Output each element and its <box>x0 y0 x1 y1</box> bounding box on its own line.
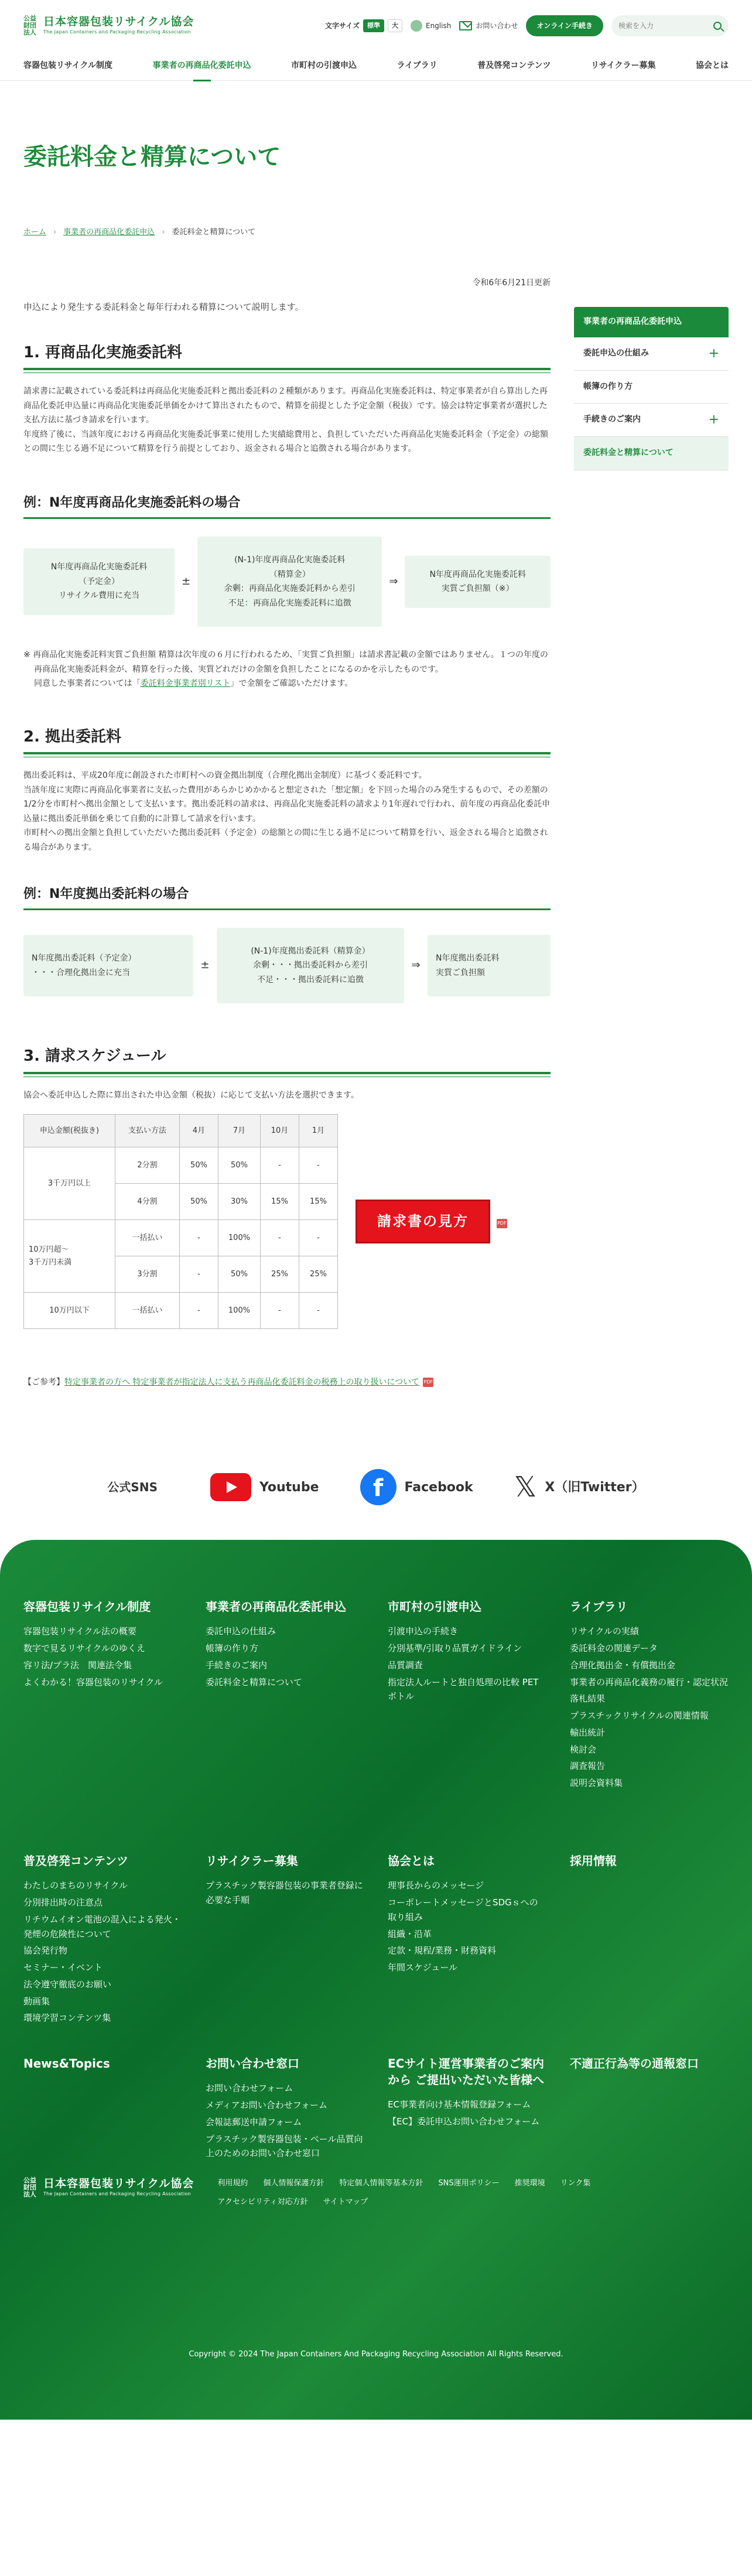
footer-col-title[interactable]: 事業者の再商品化委託申込 <box>206 1600 346 1614</box>
section1-example-heading: 例：N年度再商品化実施委託料の場合 <box>23 494 551 519</box>
footer-bottom <box>23 2177 729 2209</box>
section1-body: 請求書に記載されている委託料は再商品化実施委託料と拠出委託料の２種類があります。再商品化実施委託料は、特定事業者が自ら算出した再商品化委託申込量に再商品化実施委託単価をかけて算出されたもので、精算を前提とした予定金額（税抜）です。協会は特定事業者が選択した支払方法に基づき請求を行います。 年度終了後に、当該年度における再商品化実施委託事業に使用した実績総費用と、負担していただいた再商品化実施委託料金（予定金）の総額との間に生じる過不足について精算を行う前提としており、返金される場合と追徴される場合があります。 <box>23 387 548 454</box>
table-cell: - <box>261 1293 299 1329</box>
footer-link[interactable]: 落札結果 <box>570 1693 606 1704</box>
table-cell: 25% <box>261 1256 299 1293</box>
footer-col <box>206 1853 364 2032</box>
footer-row <box>23 1598 729 1853</box>
flow-box-actual: N年度再商品化実施委託料 実質ご負担額（※） <box>405 556 551 608</box>
footer-link[interactable]: 分別排出時の注意点 <box>23 1897 103 1908</box>
footer-link[interactable]: よくわかる！容器包装のリサイクル <box>23 1676 163 1687</box>
logo-name: 日本容器包装リサイクル協会 <box>43 2177 194 2191</box>
footer-col <box>570 2055 729 2163</box>
main-content <box>23 246 551 1411</box>
section2-heading: 2. 拠出委託料 <box>23 726 551 754</box>
facebook-link[interactable] <box>360 1469 473 1505</box>
footer-link[interactable]: プラスチックリサイクルの関連情報 <box>570 1710 709 1721</box>
x-link[interactable] <box>514 1471 645 1504</box>
footer-col-title[interactable]: 普及啓発コンテンツ <box>23 1854 128 1868</box>
section1-note: ※ 再商品化実施委託料実質ご負担額 精算は次年度の６月に行われるため、「実質ご負担額」は請求書記載の金額ではありません。１つの年度の再商品化実施委託料金が、精算を行った後、実質どれだけの金額を負担したことになるのかを示したものです。 <box>23 650 548 674</box>
table-cell: 一括払い <box>115 1220 180 1256</box>
footer-link[interactable]: EC事業者向け基本情報登録フォーム <box>388 2099 531 2110</box>
breadcrumb-separator-icon: › <box>162 227 165 237</box>
breadcrumb-separator-icon: › <box>53 227 57 237</box>
logo-mark: 公益財団法人 <box>23 2177 36 2199</box>
footer-link[interactable]: 合理化拠出金・有償拠出金 <box>570 1659 676 1670</box>
footer-link[interactable]: 引渡申込の手続き <box>388 1626 459 1637</box>
youtube-icon <box>210 1473 251 1501</box>
fee-list-link[interactable]: 委託料金事業者別リスト <box>140 679 231 689</box>
footer-link[interactable]: 委託申込の仕組み <box>206 1626 276 1637</box>
nav-recycler[interactable]: リサイクラー募集 <box>591 60 656 70</box>
footer-col-title[interactable]: ライブラリ <box>570 1600 628 1614</box>
footer-link[interactable]: 事業者の再商品化義務の履行・認定状況 <box>570 1676 729 1687</box>
flow2-box-planned: N年度拠出委託料（予定金） ・・・合理化拠出金に充当 <box>23 935 193 996</box>
table-header: 7月 <box>218 1115 261 1147</box>
sidebar-item-label: 委託料金と精算について <box>583 448 674 458</box>
footer-link[interactable]: 動画集 <box>23 1996 50 2007</box>
mail-icon <box>459 21 472 30</box>
section2-example-heading: 例：N年度拠出委託料の場合 <box>23 886 551 910</box>
logo-en: The Japan Containers and Packaging Recycling Association <box>43 2191 191 2197</box>
plus-minus-icon: ± <box>182 575 191 587</box>
facebook-label: Facebook <box>404 1480 473 1495</box>
footer-link[interactable]: 定款・規程/業務・財務資料 <box>388 1945 497 1956</box>
sidebar-item-ledger[interactable] <box>574 371 729 404</box>
table-cell: 50% <box>180 1147 218 1184</box>
footer-col <box>388 1853 546 2032</box>
sns-label: 公式SNS <box>107 1480 158 1495</box>
footer-col-title[interactable]: 協会とは <box>388 1854 435 1868</box>
footer-col-title[interactable]: ECサイト運営事業者のご案内から ご提出いただいた皆様へ <box>388 2056 544 2088</box>
footer-link[interactable]: 容リ法/プラ法 関連法令集 <box>23 1659 132 1670</box>
intro-text: 申込により発生する委託料金と毎年行われる精算について説明します。 <box>23 302 304 312</box>
schedule-area <box>23 1114 551 1329</box>
flow-box-planned: N年度再商品化実施委託料 （予定金） リサイクル費用に充当 <box>23 548 175 615</box>
footer-link[interactable]: 容器包装リサイクル法の概要 <box>23 1626 136 1637</box>
footer-link[interactable]: わたしのまちのリサイクル <box>23 1880 128 1891</box>
search-input[interactable] <box>618 22 706 30</box>
footer-col <box>23 2055 182 2163</box>
footer-row <box>23 2055 729 2177</box>
nav-about[interactable]: 協会とは <box>696 60 729 70</box>
footer-link[interactable]: 法令遵守徹底のお願い <box>23 1979 112 1990</box>
table-cell: 15% <box>261 1184 299 1220</box>
footer-link[interactable]: お問い合わせフォーム <box>206 2083 293 2094</box>
logo-en: The Japan Containers and Packaging Recycling Association <box>43 29 191 35</box>
table-cell: 4分割 <box>115 1184 180 1220</box>
breadcrumb <box>0 219 752 246</box>
pdf-icon: PDF <box>497 1219 507 1228</box>
footer-col <box>206 1598 364 1829</box>
table-cell: 100% <box>218 1293 261 1329</box>
site-header <box>0 0 752 52</box>
x-label: X（旧Twitter） <box>545 1480 645 1495</box>
footer-link[interactable]: 手続きのご案内 <box>206 1659 268 1670</box>
reference-prefix: 【ご参考】 <box>23 1378 64 1388</box>
footer-bottom-link[interactable]: サイトマップ <box>323 2198 368 2207</box>
plus-icon[interactable]: + <box>708 412 719 428</box>
footer-link[interactable]: 数字で見るリサイクルのゆくえ <box>23 1643 145 1654</box>
footer-col-title[interactable]: お問い合わせ窓口 <box>206 2056 299 2071</box>
footer-link[interactable]: 委託料金の関連データ <box>570 1643 658 1654</box>
footer-link[interactable]: 年間スケジュール <box>388 1962 458 1973</box>
contact-link[interactable] <box>459 20 518 32</box>
footer-col <box>570 1853 729 2032</box>
footer-bottom-link[interactable]: 利用規約 <box>217 2179 248 2188</box>
table-cell: 100% <box>218 1220 261 1256</box>
sidebar-item-mechanism[interactable] <box>574 337 729 371</box>
nav-municipal[interactable]: 市町村の引渡申込 <box>291 60 357 70</box>
invoice-guide-button[interactable]: 請求書の見方 <box>356 1200 490 1243</box>
table-cell: 30% <box>218 1184 261 1220</box>
footer-col <box>23 1598 182 1829</box>
font-size-label: 文字サイズ <box>324 21 360 30</box>
sidebar-item-label: 手続きのご案内 <box>583 415 641 425</box>
invoice-guide <box>356 1200 507 1243</box>
footer-col <box>388 1598 546 1829</box>
table-cell-group: 10万円超～ 3千万円未満 <box>24 1220 115 1293</box>
note2-prefix: 同意した事業者については「 <box>34 679 141 689</box>
table-cell: - <box>180 1220 218 1256</box>
globe-icon <box>411 20 422 32</box>
footer-link[interactable]: 指定法人ルートと独自処理の比較 PETボトル <box>388 1676 539 1702</box>
nav-system[interactable]: 容器包装リサイクル制度 <box>23 60 113 70</box>
section2-flow <box>23 928 551 1004</box>
table-cell: 15% <box>299 1184 338 1220</box>
table-cell: - <box>299 1220 338 1256</box>
arrow-right-icon: ⇒ <box>389 575 398 587</box>
section1-note2 <box>23 677 551 691</box>
footer-link[interactable]: リチウムイオン電池の混入による発火・発煙の危険性について <box>23 1914 181 1939</box>
font-size-standard-button[interactable]: 標準 <box>363 19 384 33</box>
footer-col-title[interactable]: 採用情報 <box>570 1854 617 1868</box>
flow2-box-actual: N年度拠出委託料 実質ご負担額 <box>428 935 551 996</box>
footer-link[interactable]: 輸出統計 <box>570 1727 606 1738</box>
table-cell: 一括払い <box>115 1293 180 1329</box>
global-nav <box>0 52 752 81</box>
footer-bottom-links <box>217 2177 639 2209</box>
footer-link[interactable]: コーポレートメッセージとSDGｓへの取り組み <box>388 1897 538 1922</box>
table-header-row <box>24 1115 338 1147</box>
breadcrumb-current: 委託料金と精算について <box>172 227 256 237</box>
table-cell: 50% <box>218 1256 261 1293</box>
table-cell: - <box>261 1147 299 1184</box>
footer-link[interactable]: セミナー・イベント <box>23 1962 103 1973</box>
plus-minus-icon: ± <box>200 959 210 972</box>
table-cell: 50% <box>218 1147 261 1184</box>
footer-col-title[interactable]: News&Topics <box>23 2056 110 2071</box>
page-title: 委託料金と精算について <box>23 143 281 170</box>
section2-body: 拠出委託料は、平成20年度に創設された市町村への資金拠出制度（合理化拠出金制度）に基づく委託料です。 当該年度に実際に再商品化事業者に支払った費用があらかじめかかると想定された「想定額」を下回った場合のみ発生するもので、その差額の1/2分を市町村へ拠出金額として支払います。拠出委託料の請求は、再商品化実施委託料の請求より1年遅れで行われ、前年度の再商品化委託申込量に拠出委託単価を乗じて自動的に計算して請求を行います。 市町村への拠出金額と負担していただいた拠出委託料（予定金）の総額との間に生じる過不足について精算を行い、返金される場合と追徴される場合があります。 <box>23 771 551 852</box>
footer-col <box>23 1853 182 2032</box>
footer-link[interactable]: リサイクルの実績 <box>570 1626 639 1637</box>
table-header: 1月 <box>299 1115 338 1147</box>
footer-col <box>206 2055 364 2163</box>
table-row <box>24 1147 338 1184</box>
section1-heading: 1. 再商品化実施委託料 <box>23 342 551 370</box>
schedule-table <box>23 1114 338 1329</box>
arrow-right-icon: ⇒ <box>411 959 421 972</box>
footer-bottom-link[interactable]: 個人情報保護方針 <box>263 2179 324 2188</box>
footer-link[interactable]: 協会発行物 <box>23 1945 68 1956</box>
nav-business[interactable]: 事業者の再商品化委託申込 <box>153 51 251 81</box>
footer-link[interactable]: 分別基準/引取り品質ガイドライン <box>388 1643 522 1654</box>
nav-library[interactable]: ライブラリ <box>396 60 437 70</box>
breadcrumb-business[interactable]: 事業者の再商品化委託申込 <box>63 227 155 237</box>
table-row <box>24 1220 338 1256</box>
table-cell: - <box>180 1256 218 1293</box>
table-row <box>24 1293 338 1329</box>
footer-link[interactable]: プラスチック製容器包装の事業者登録に必要な手順 <box>206 1880 363 1906</box>
footer-link[interactable]: 帳簿の作り方 <box>206 1643 259 1654</box>
sns-bar <box>0 1434 752 1540</box>
footer-row <box>23 1853 729 2055</box>
updated-date: 令和6年6月21日更新 <box>472 278 551 288</box>
search-icon[interactable] <box>713 22 722 30</box>
header-tools <box>325 15 729 36</box>
plus-icon[interactable]: + <box>708 346 719 361</box>
note2-suffix: 」で金額をご確認いただけます。 <box>230 679 353 689</box>
footer-link[interactable]: 調査報告 <box>570 1761 606 1772</box>
section3-body: 協会へ委託申込した際に算出された申込金額（税抜）に応じて支払い方法を選択できます。 <box>23 1090 359 1100</box>
flow-box-settlement: (N-1)年度再商品化実施委託料 （精算金） 余剰：再商品化実施委託料から差引 不足：再商品化実施委託料に追徴 <box>197 537 382 627</box>
sidebar-item-label: 帳簿の作り方 <box>583 381 633 391</box>
footer-link[interactable]: 委託料金と精算について <box>206 1676 302 1687</box>
table-cell-group: 10万円以下 <box>24 1293 115 1329</box>
footer-bottom-link[interactable]: アクセシビリティ対応方針 <box>217 2198 308 2207</box>
footer-link[interactable]: 検討会 <box>570 1744 597 1755</box>
flow2-box-settlement: (N-1)年度拠出委託料（精算金） 余剰・・・拠出委託料から差引 不足・・・拠出委託料に追徴 <box>217 928 404 1004</box>
sidebar-item-procedures[interactable] <box>574 404 729 437</box>
online-procedure-button[interactable]: オンライン手続き <box>526 15 603 36</box>
reference-note <box>23 1376 551 1411</box>
x-icon: 𝕏 <box>514 1471 537 1504</box>
copyright: Copyright © 2024 The Japan Containers And Packaging Recycling Association All Rights Reserved. <box>189 2350 563 2359</box>
footer-link[interactable]: 品質調査 <box>388 1659 423 1670</box>
footer-bottom-link[interactable]: 推奨環境 <box>514 2179 545 2188</box>
footer-col-title[interactable]: 容器包装リサイクル制度 <box>23 1600 151 1614</box>
pdf-icon: PDF <box>423 1378 433 1387</box>
footer-col-title[interactable]: リサイクラー募集 <box>206 1854 298 1868</box>
table-cell: 2分割 <box>115 1147 180 1184</box>
nav-content[interactable]: 普及啓発コンテンツ <box>477 60 551 70</box>
footer-col <box>570 1598 729 1829</box>
sidebar <box>574 246 729 1411</box>
font-size-control <box>325 19 402 33</box>
facebook-icon: f <box>360 1469 396 1505</box>
section3-heading: 3. 請求スケジュール <box>23 1046 551 1074</box>
table-cell: 25% <box>299 1256 338 1293</box>
table-cell: - <box>261 1220 299 1256</box>
english-link[interactable] <box>411 20 451 32</box>
footer-logo[interactable] <box>23 2177 194 2198</box>
table-header: 4月 <box>180 1115 218 1147</box>
site-logo[interactable] <box>23 15 194 36</box>
contact-label: お問い合わせ <box>476 21 518 30</box>
footer-link[interactable]: メディアお問い合わせフォーム <box>206 2100 328 2111</box>
table-cell: - <box>180 1293 218 1329</box>
sidebar-item-fees[interactable] <box>574 437 729 470</box>
table-header: 申込金額(税抜き) <box>24 1115 115 1147</box>
footer-link[interactable]: 理事長からのメッセージ <box>388 1880 484 1891</box>
table-cell: 50% <box>180 1184 218 1220</box>
footer-link[interactable]: 組織・沿革 <box>388 1928 432 1939</box>
section1-flow <box>23 537 551 627</box>
table-cell: - <box>299 1147 338 1184</box>
table-cell: - <box>299 1293 338 1329</box>
sidebar-heading[interactable]: 事業者の再商品化委託申込 <box>574 307 729 337</box>
footer-bottom-link[interactable]: 特定個人情報等基本方針 <box>339 2179 423 2188</box>
footer-link[interactable]: 環境学習コンテンツ集 <box>23 2013 111 2024</box>
search-box <box>611 15 729 36</box>
table-cell-group: 3千万円以上 <box>24 1147 115 1220</box>
table-header: 支払い方法 <box>115 1115 180 1147</box>
logo-mark: 公益財団法人 <box>23 14 36 37</box>
footer-col-title[interactable]: 不適正行為等の通報窓口 <box>570 2056 699 2071</box>
footer-col-title[interactable]: 市町村の引渡申込 <box>388 1600 481 1614</box>
footer-link[interactable]: 【EC】委託申込お問い合わせフォーム <box>388 2116 540 2127</box>
content-wrap <box>0 246 752 1411</box>
footer-bottom-link[interactable]: リンク集 <box>560 2179 591 2188</box>
english-label: English <box>425 21 452 30</box>
footer-col <box>388 2055 546 2163</box>
logo-name: 日本容器包装リサイクル協会 <box>43 15 194 28</box>
font-size-large-button[interactable]: 大 <box>388 19 402 33</box>
youtube-label: Youtube <box>259 1480 319 1495</box>
sidebar-item-label: 委託申込の仕組み <box>583 348 649 358</box>
breadcrumb-home[interactable]: ホーム <box>23 227 47 237</box>
footer-bottom-link[interactable]: SNS運用ポリシー <box>438 2179 500 2188</box>
youtube-link[interactable] <box>210 1473 319 1501</box>
footer-link[interactable]: 説明会資料集 <box>570 1778 623 1789</box>
footer-link[interactable]: プラスチック製容器包装・ベール品質向上のためのお問い合わせ窓口 <box>206 2133 363 2159</box>
table-cell: 3分割 <box>115 1256 180 1293</box>
footer-link[interactable]: 会報誌郵送申請フォーム <box>206 2116 302 2127</box>
table-header: 10月 <box>261 1115 299 1147</box>
tax-treatment-link[interactable]: 特定事業者の方へ 特定事業者が指定法人に支払う再商品化委託料金の税務上の取り扱いについて <box>64 1378 420 1388</box>
site-footer <box>0 1540 752 2420</box>
